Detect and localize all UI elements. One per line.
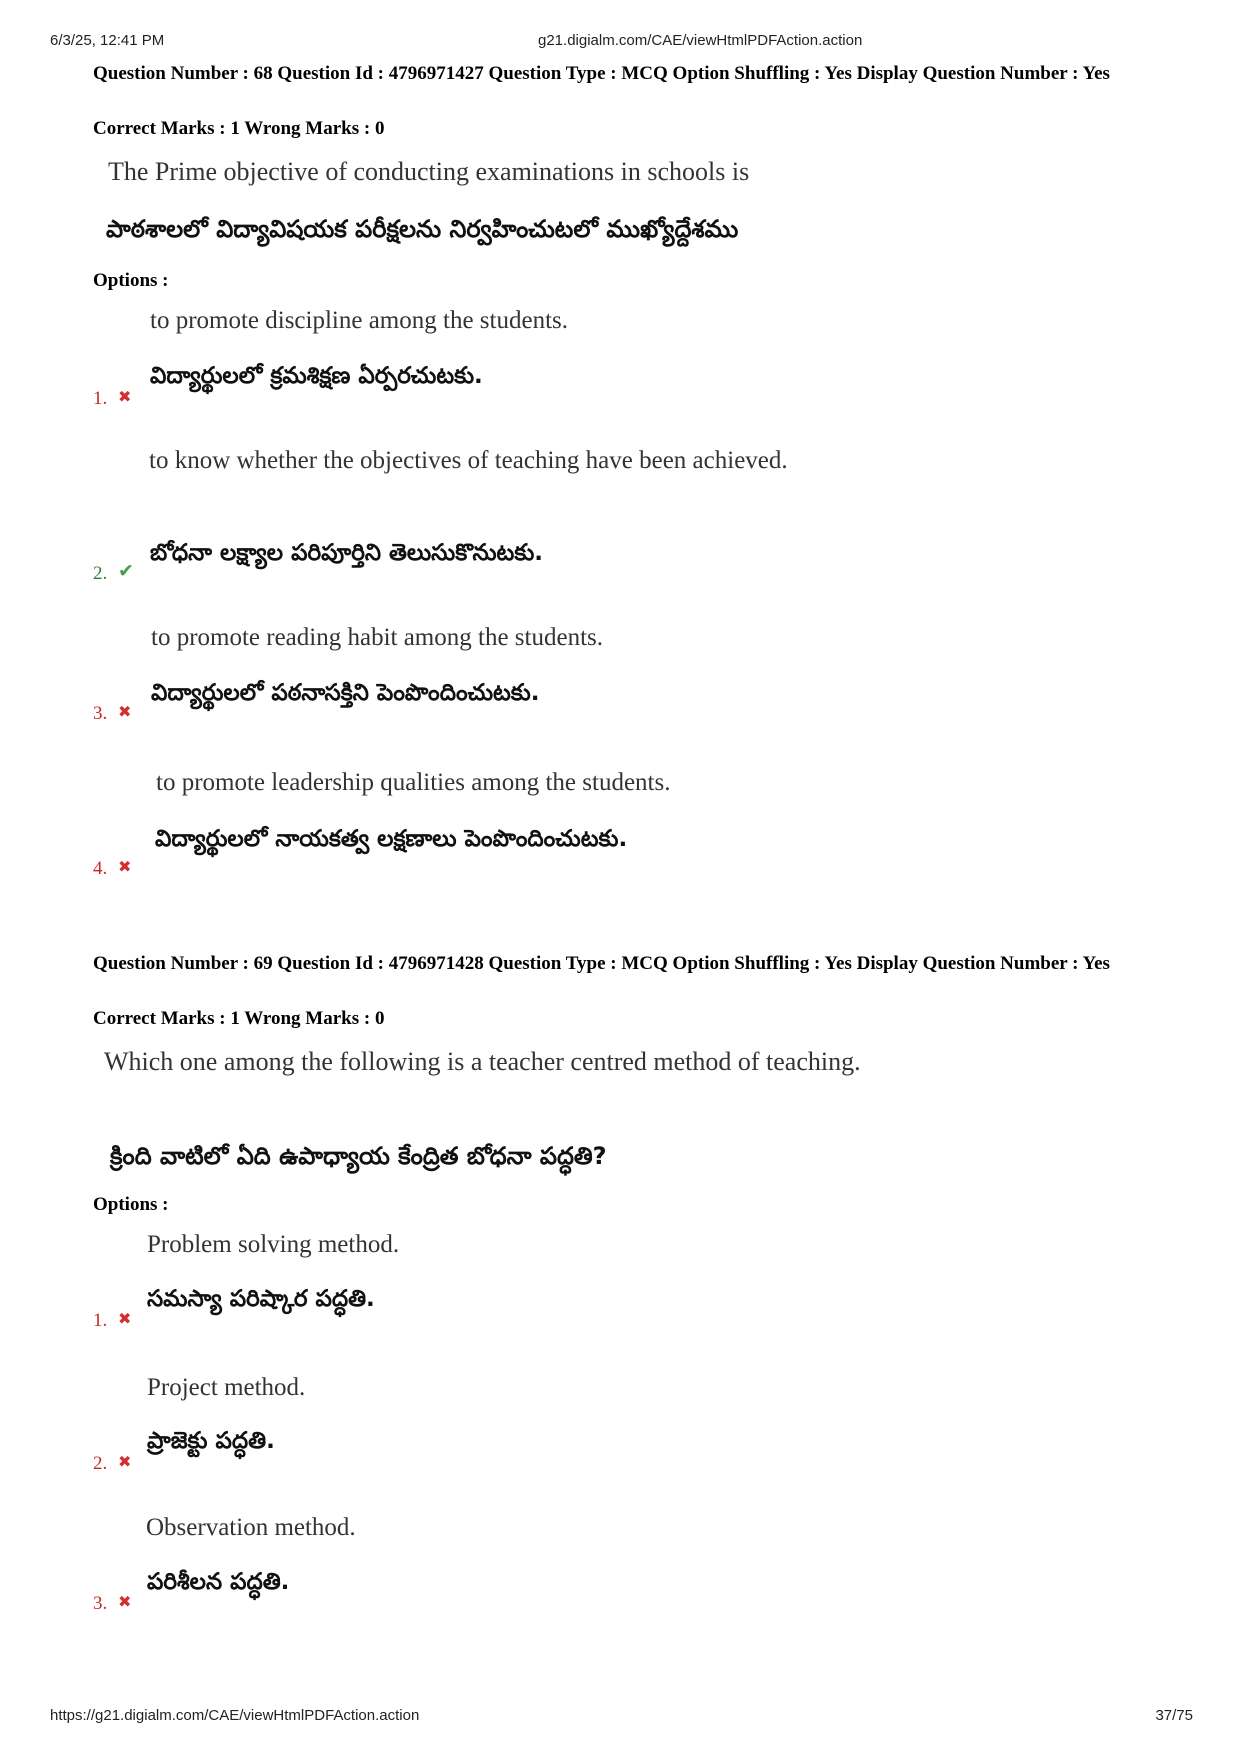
wrong-mark-icon: ✖ xyxy=(118,702,132,721)
option-text-te: సమస్యా పరిష్కార పద్ధతి. xyxy=(147,1286,375,1312)
print-url: g21.digialm.com/CAE/viewHtmlPDFAction.action xyxy=(538,32,863,49)
option-text-en: to promote reading habit among the students. xyxy=(151,624,603,651)
option-text-en: to promote leadership qualities among the students. xyxy=(156,769,671,796)
option-text-te: బోధనా లక్ష్యాల పరిపూర్తిని తెలుసుకొనుటకు. xyxy=(150,540,544,566)
option-text-en: Observation method. xyxy=(146,1514,356,1541)
wrong-mark-icon: ✖ xyxy=(118,1592,132,1611)
wrong-mark-icon: ✖ xyxy=(118,1309,132,1328)
wrong-mark-icon: ✖ xyxy=(118,857,132,876)
option-text-en: Project method. xyxy=(147,1374,306,1401)
option-text-en: Problem solving method. xyxy=(147,1231,400,1258)
question-meta: Question Number : 69 Question Id : 4796971428 Question Type : MCQ Option Shuffling : Yes Display Question Number : Yes xyxy=(93,953,1110,974)
option-text-te: విద్యార్థులలో క్రమశిక్షణ ఏర్పరచుటకు. xyxy=(150,363,483,389)
question-meta: Question Number : 68 Question Id : 4796971427 Question Type : MCQ Option Shuffling : Yes Display Question Number : Yes xyxy=(93,63,1110,84)
correct-check-icon: ✔ xyxy=(118,560,134,582)
option-number: 3. xyxy=(93,1593,108,1614)
question-marks: Correct Marks : 1 Wrong Marks : 0 xyxy=(93,1008,385,1029)
question-text-en: Which one among the following is a teacher centred method of teaching. xyxy=(104,1047,861,1076)
option-number: 1. xyxy=(93,1310,108,1331)
question-marks: Correct Marks : 1 Wrong Marks : 0 xyxy=(93,118,385,139)
question-text-en: The Prime objective of conducting examinations in schools is xyxy=(108,157,750,186)
option-text-en: to know whether the objectives of teaching have been achieved. xyxy=(149,447,788,474)
option-number: 4. xyxy=(93,858,108,879)
option-text-te: పరిశీలన పద్ధతి. xyxy=(147,1569,290,1595)
option-text-en: to promote discipline among the students. xyxy=(150,307,568,334)
wrong-mark-icon: ✖ xyxy=(118,387,132,406)
print-date: 6/3/25, 12:41 PM xyxy=(50,32,165,49)
options-label: Options : xyxy=(93,1194,169,1215)
wrong-mark-icon: ✖ xyxy=(118,1452,132,1471)
option-number: 1. xyxy=(93,388,108,409)
question-text-te: క్రింది వాటిలో ఏది ఉపాధ్యాయ కేంద్రిత బోధనా పద్ధతి? xyxy=(110,1142,607,1170)
option-number: 3. xyxy=(93,703,108,724)
footer-url: https://g21.digialm.com/CAE/viewHtmlPDFAction.action xyxy=(50,1707,420,1724)
options-label: Options : xyxy=(93,270,169,291)
option-text-te: ప్రాజెక్టు పద్ధతి. xyxy=(147,1428,275,1454)
option-number: 2. xyxy=(93,1453,108,1474)
option-text-te: విద్యార్థులలో నాయకత్వ లక్షణాలు పెంపొందించుటకు. xyxy=(155,826,628,852)
option-text-te: విద్యార్థులలో పఠనాసక్తిని పెంపొందించుటకు. xyxy=(151,680,540,706)
page-number: 37/75 xyxy=(1155,1707,1193,1724)
option-number: 2. xyxy=(93,563,108,584)
question-text-te: పాఠశాలలో విద్యావిషయక పరీక్షలను నిర్వహించుటలో ముఖ్యోద్దేశము xyxy=(106,215,739,243)
